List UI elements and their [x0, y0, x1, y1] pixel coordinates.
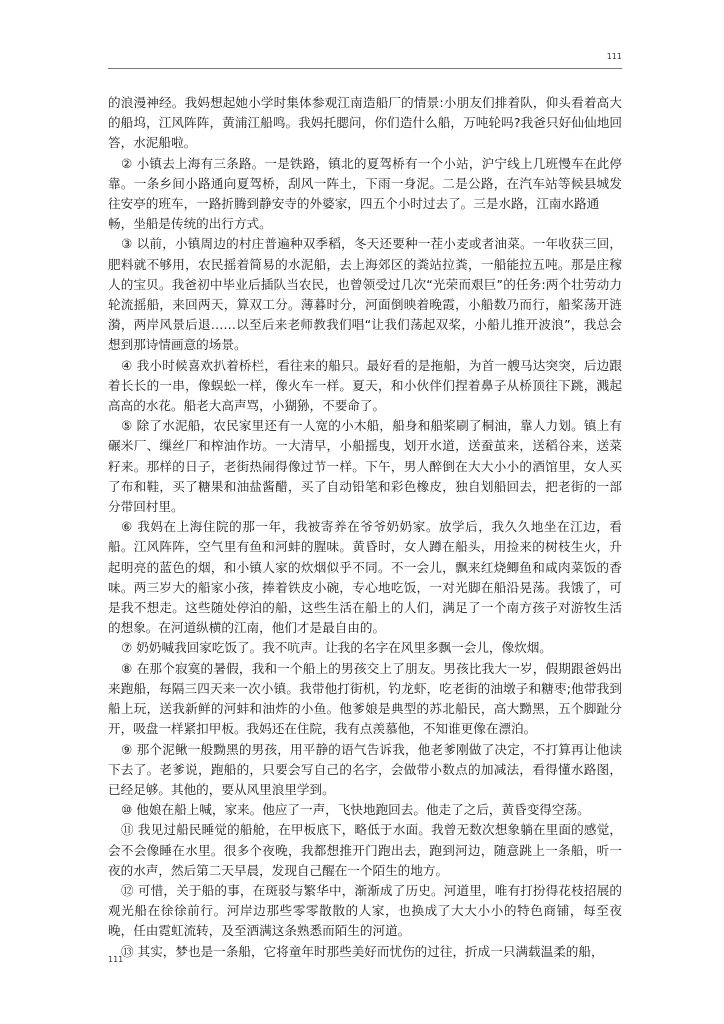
- page-number-top: 111: [606, 52, 622, 61]
- paragraph-1-continued: 畅，坐船是传统的出行方式。: [108, 216, 272, 232]
- paragraph-3: ④ 我小时候喜欢扒着桥栏，看往来的船只。最好看的是拖船，为首一艘马达突突，后边跟着长长的一串，像蜈蚣一样，像火车一样。夏天，和小伙伴们捏着鼻子从桥顶往下跳，溅起高高的水花。船老大高声骂，小猢狲，不要命了。: [108, 357, 622, 414]
- paragraph-9: ⑩ 他娘在船上喊，家来。他应了一声，飞快地跑回去。他走了之后，黄昏变得空荡。: [121, 802, 590, 818]
- paragraph-0: 的浪漫神经。我妈想起她小学时集体参观江南造船厂的情景:小朋友们排着队，仰头看着高大的船坞，江风阵阵，黄浦江船鸣。我妈托腮问，你们造什么船，万吨轮吗?我爸只好仙仙地回答，水泥船啦。: [108, 95, 622, 151]
- article-body: [108, 93, 622, 962]
- paragraph-8: ⑨ 那个泥鳅一般黝黑的男孩，用平静的语气告诉我，他老爹刚做了决定，不打算再让他读下去了。老爹说，跑船的，只要会写自己的名字，会做带小数点的加减法，看得懂水路图，已经足够。其他的，要从风里浪里学到。: [108, 741, 622, 797]
- paragraph-6: ⑦ 奶奶喊我回家吃饭了。我不吭声。让我的名字在风里多飘一会儿，像炊烟。: [121, 640, 552, 656]
- paragraph-12: ⑬ 其实，梦也是一条船，它将童年时那些美好而忧伤的过往，折成一只满载温柔的船，: [121, 943, 604, 959]
- paragraph-2: ③ 以前，小镇周边的村庄普遍种双季稻，冬天还要种一茬小麦或者油菜。一年收获三回，肥料就不够用，农民摇着简易的水泥船，去上海郊区的粪站拉粪，一船能拉五吨。那是庄稼人的宝贝。我爸初中毕业后插队当农民，也曾领受过几次“光荣而艰巨”的任务:两个壮劳动力轮流摇船，来回两天，算双工分。薄暮时分，河面倒映着晚霞，小船数乃而行，船桨荡开涟漪，两岸风景后退……以至后来老师教我们唱“让我们荡起双桨，小船儿推开波浪”，我总会想到那诗情画意的场景。: [108, 236, 622, 353]
- paragraph-10: ⑪ 我见过船民睡觉的船舱，在甲板底下，略低于水面。我曾无数次想象躺在里面的感觉，会不会像睡在水里。很多个夜晚，我都想推开门跑出去，跑到河边，随意跳上一条船，听一夜的水声，然后第二天早晨，发现自己醒在一个陌生的地方。: [108, 822, 622, 878]
- paragraph-4: ⑤ 除了水泥船，农民家里还有一人宽的小木船，船身和船桨刷了桐油，靠人力划。镇上有碾米厂、缫丝厂和榨油作坊。一大清早，小船摇曳，划开水道，送蚕茧来，送稻谷来，送菜籽来。那样的日子，老街热闹得像过节一样。下午，男人醉倒在大大小小的酒馆里，女人买了布和鞋，买了糖果和油盐酱醋，买了自动铅笔和彩色橡皮，独自划船回去，把老街的一部分带回村里。: [108, 418, 622, 515]
- paragraph-11: ⑫ 可惜，关于船的事，在斑驳与繁华中，渐渐成了历史。河道里，唯有打扮得花枝招展的观光船在徐徐前行。河岸边那些零零散散的人家，也换成了大大小小的特色商铺，每至夜晚，任由霓虹流转，及至洒满这条熟悉而陌生的河道。: [108, 882, 622, 939]
- paragraph-1: ② 小镇去上海有三条路。一是铁路，镇北的夏驾桥有一个小站，沪宁线上几班慢车在此停靠。一条乡间小路通向夏驾桥，刮风一阵土，下雨一身泥。二是公路，在汽车站等候县城发往安亭的班车，一路折腾到静安寺的外婆家，四五个小时过去了。三是水路，江南水路通: [108, 155, 622, 212]
- paragraph-7: ⑧ 在那个寂寞的暑假，我和一个船上的男孩交上了朋友。男孩比我大一岁，假期跟爸妈出来跑船，每隔三四天来一次小镇。我带他打街机，钓龙虾，吃老街的油墩子和糖枣;他带我到船上玩，送我新鲜的河蚌和油炸的小鱼。他爹娘是典型的苏北船民，高大黝黑，五个脚趾分开，吸盘一样紧扣甲板。我妈还在住院，我有点羡慕他，不知谁更像在漂泊。: [108, 660, 622, 737]
- header-rule: [108, 68, 622, 69]
- paragraph-5: ⑥ 我妈在上海住院的那一年，我被寄养在爷爷奶奶家。放学后，我久久地坐在江边，看船。江风阵阵，空气里有鱼和河蚌的腥味。黄昏时，女人蹲在船头，用捡来的树枝生火，升起明亮的蓝色的烟，和小镇人家的炊烟似乎不同。不一会儿，飘来红烧鲫鱼和咸肉菜饭的香味。两三岁大的船家小孩，捧着铁皮小碗，专心地吃饭，一对光脚在船沿晃荡。我饿了，可是我不想走。这些随处停泊的船，这些生活在船上的人们，满足了一个南方孩子对游牧生活的想象。在河道纵横的江南，他们才是最自由的。: [108, 519, 622, 636]
- page-number-bottom: 111: [108, 955, 124, 964]
